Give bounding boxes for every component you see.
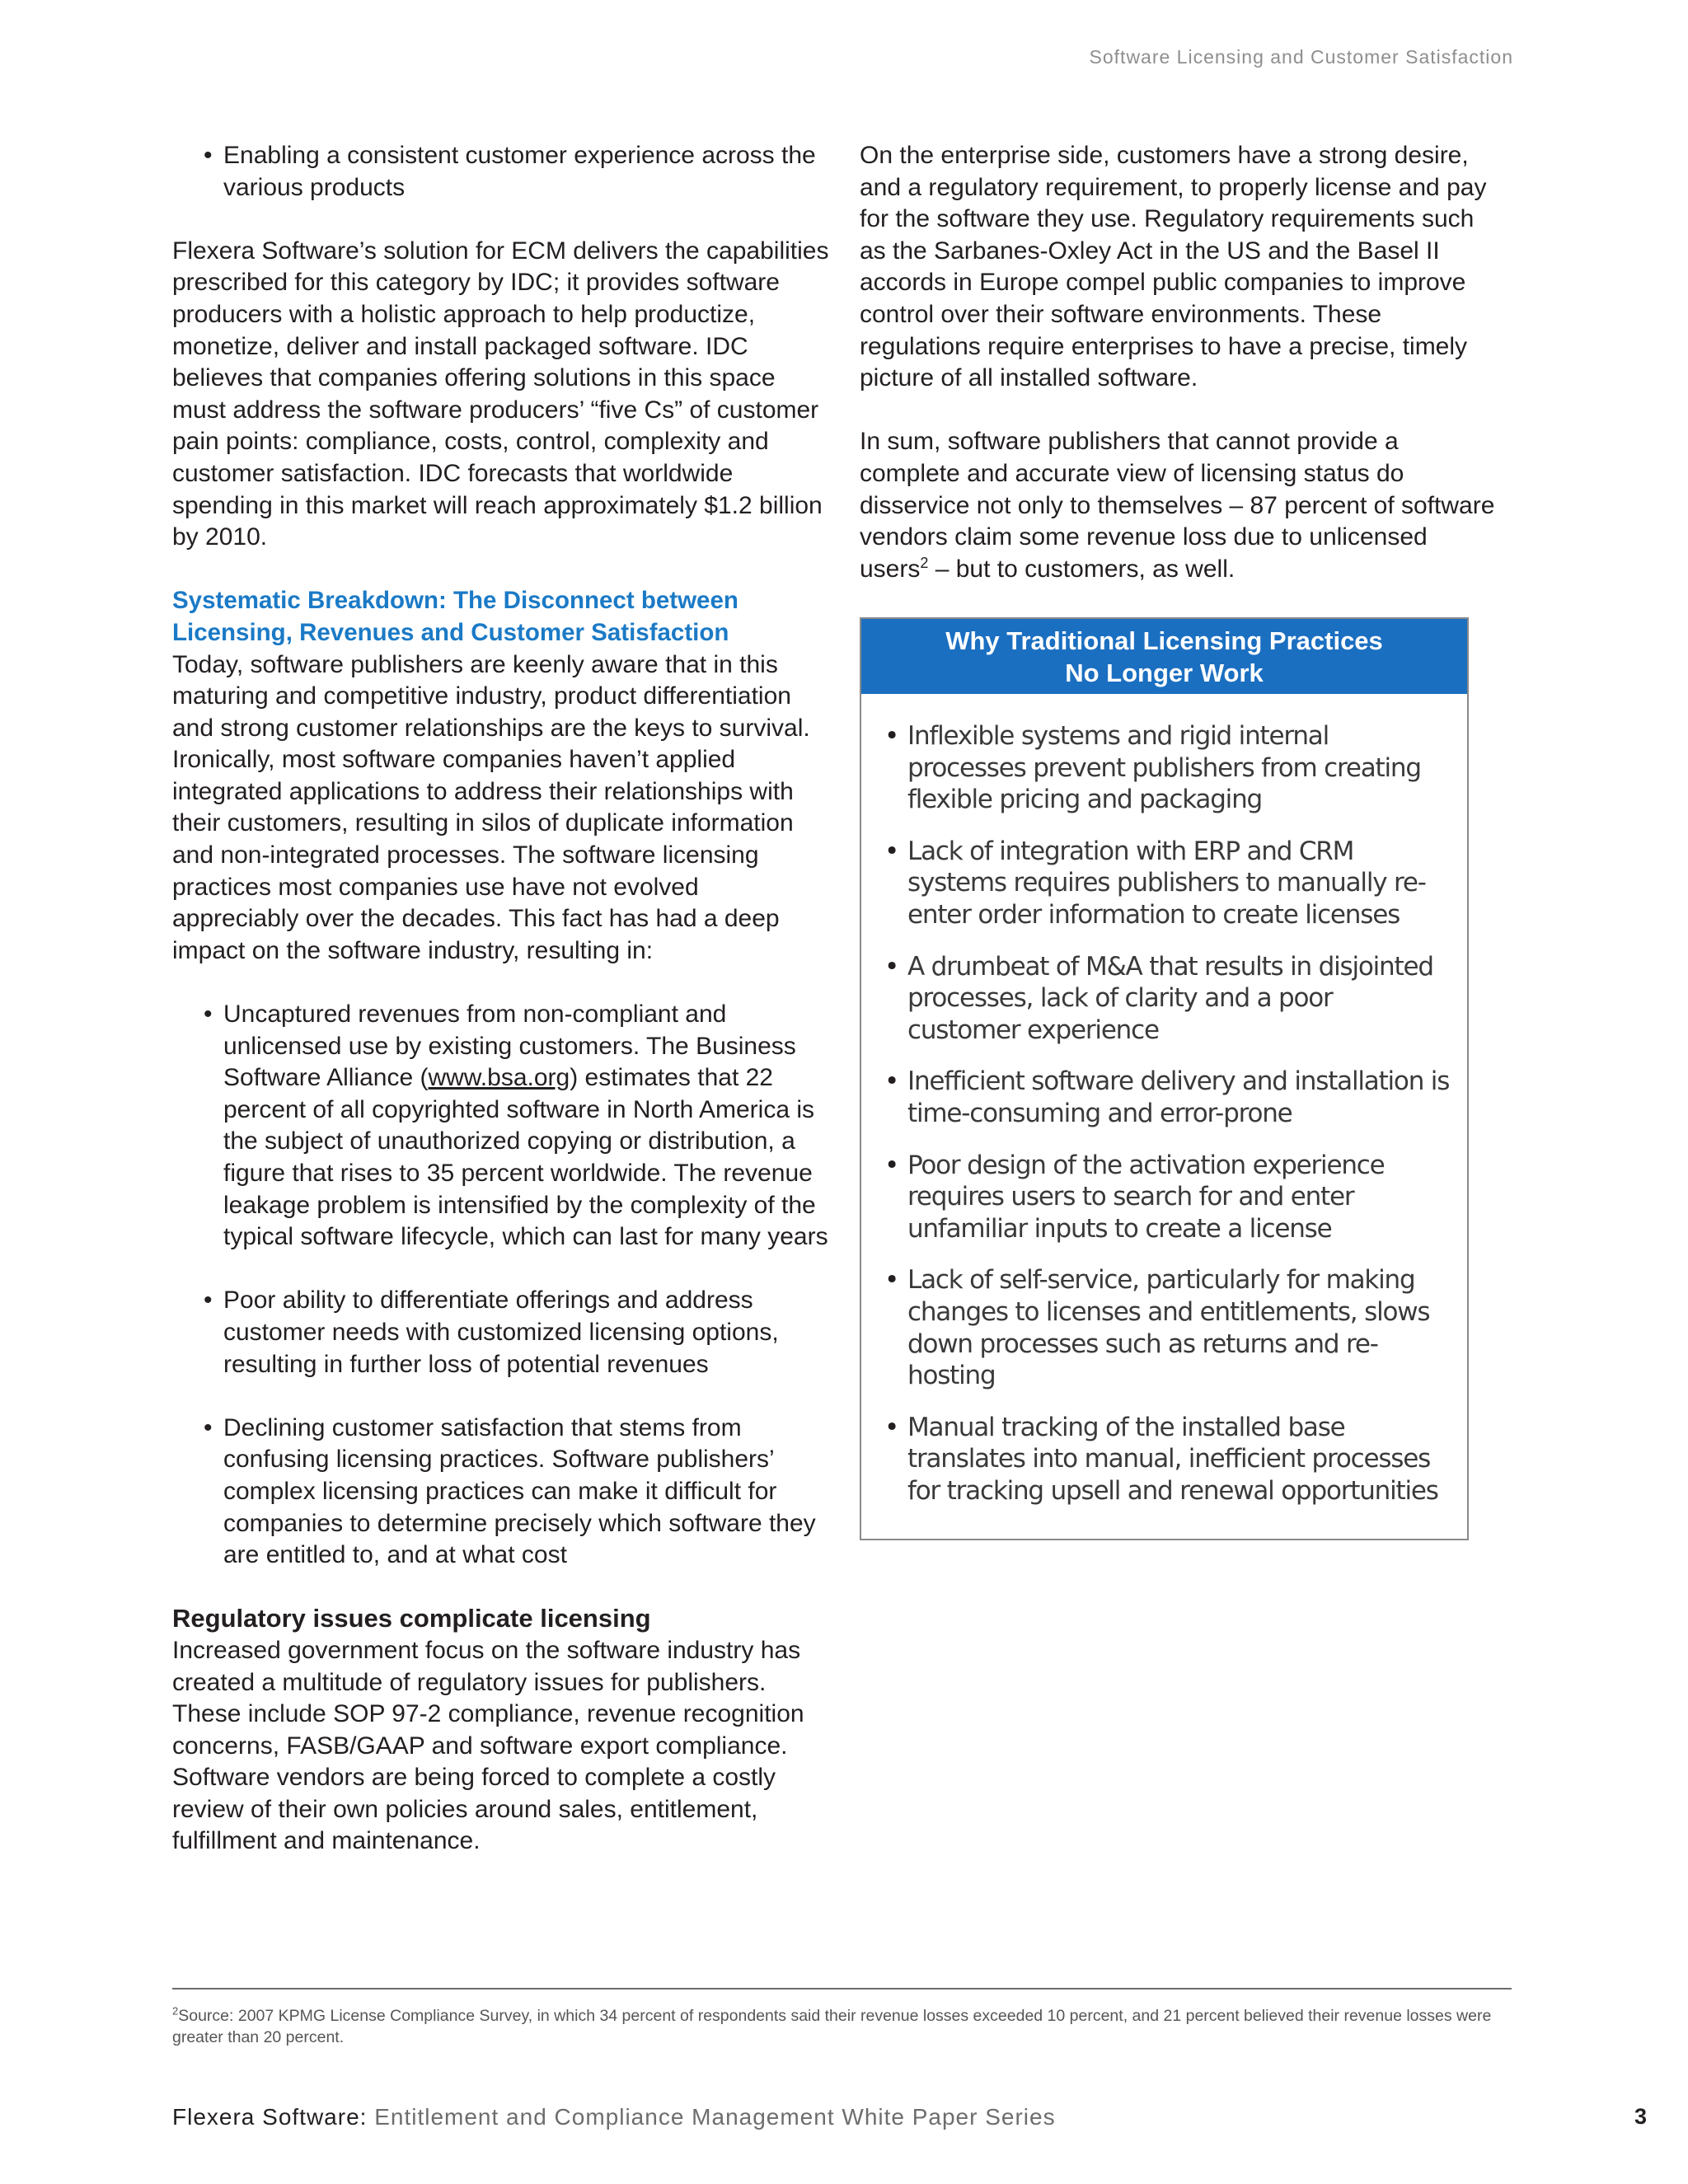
- running-header: Software Licensing and Customer Satisfaction: [1089, 46, 1513, 68]
- footnote-text: Source: 2007 KPMG License Compliance Survey, in which 34 percent of respondents said their revenue losses exceeded 10 percent, and 21 percent believed their revenue losses were greater than 20 percent.: [172, 2007, 1492, 2046]
- paragraph-ecm: Flexera Software’s solution for ECM delivers the capabilities prescribed for this category by IDC; it provides software producers with a holistic approach to help productize, monetize, deliver and install packaged software. IDC believes that companies offering solutions in this space must address the software producers’ “five Cs” of customer pain points: compliance, costs, control, complexity and customer satisfaction. IDC forecasts that worldwide spending in this market will reach approximately $1.2 billion by 2010.: [172, 237, 829, 551]
- paragraph-sum: [860, 426, 1498, 585]
- list-item: • Inefficient software delivery and installation is time-consuming and error-prone: [884, 1066, 1451, 1129]
- footnote-ref: 2: [920, 554, 929, 571]
- footnote-divider: [172, 1988, 1512, 1990]
- list-item: • A drumbeat of M&A that results in disjointed processes, lack of clarity and a poor customer experience: [884, 951, 1451, 1047]
- callout-title-line: No Longer Work: [1065, 658, 1264, 687]
- list-item: • Poor design of the activation experience requires users to search for and enter unfamiliar inputs to create a license: [884, 1150, 1451, 1245]
- callout-box: [860, 617, 1469, 1540]
- footnote-marker: 2: [172, 2004, 179, 2018]
- footnote: [172, 2005, 1512, 2048]
- list-item: • Declining customer satisfaction that stems from confusing licensing practices. Software publishers’ complex licensing practices can make it difficult for companies to determine precisely which software they are entitled to, and at what cost: [204, 1413, 832, 1572]
- list-item: • Enabling a consistent customer experience across the various products: [204, 140, 832, 204]
- paragraph-regulatory: Increased government focus on the software industry has created a multitude of regulatory issues for publishers. These include SOP 97-2 compliance, revenue recognition concerns, FASB/GAAP and software export compliance. Software vendors are being forced to complete a costly review of their own policies around sales, entitlement, fulfillment and maintenance.: [172, 1636, 804, 1855]
- impact-bullet-list: [172, 999, 832, 1572]
- list-item: • Lack of self-service, particularly for making changes to licenses and entitlements, slows down processes such as returns and re-hosting: [884, 1264, 1451, 1391]
- intro-bullet-list: [172, 140, 832, 204]
- page-footer: [172, 2104, 1056, 2130]
- footer-brand: Flexera Software:: [172, 2104, 368, 2130]
- list-item: • Lack of integration with ERP and CRM systems requires publishers to manually re-enter order information to create licenses: [884, 836, 1451, 931]
- list-item: • Manual tracking of the installed base translates into manual, inefficient processes for tracking upsell and renewal opportunities: [884, 1412, 1451, 1507]
- list-item: [204, 999, 832, 1254]
- callout-title-line: Why Traditional Licensing Practices: [945, 626, 1383, 655]
- list-item: • Inflexible systems and rigid internal processes prevent publishers from creating flexible pricing and packaging: [884, 720, 1451, 816]
- bullet-text: ) estimates that 22 percent of all copyrighted software in North America is the subject of unauthorized copying or distribution, a figure that rises to 35 percent worldwide. The revenue leakage problem is intensified by the complexity of the typical software lifecycle, which can last for many years: [223, 1064, 828, 1251]
- regulatory-heading: Regulatory issues complicate licensing: [172, 1604, 651, 1633]
- paragraph-today: Today, software publishers are keenly aware that in this maturing and competitive industry, product differentiation and strong customer relationships are the keys to survival. Ironically, most software companies haven’t applied integrated applications to address their relationships with their customers, resulting in silos of duplicate information and non-integrated processes. The software licensing practices most companies use have not evolved appreciably over the decades. This fact has had a deep impact on the software industry, resulting in:: [172, 650, 810, 964]
- callout-list: [861, 694, 1467, 1538]
- paragraph-enterprise: On the enterprise side, customers have a strong desire, and a regulatory requirement, to properly license and pay for the software they use. Regulatory requirements such as the Sarbanes-Oxley Act in the US and the Basel II accords in Europe compel public companies to improve control over their software environments. These regulations require enterprises to have a precise, timely picture of all installed software.: [860, 142, 1487, 392]
- sum-text: – but to customers, as well.: [928, 555, 1236, 583]
- left-column: [172, 140, 832, 1890]
- footer-series: Entitlement and Compliance Management White Paper Series: [374, 2104, 1056, 2130]
- list-item: • Poor ability to differentiate offerings and address customer needs with customized licensing options, resulting in further loss of potential revenues: [204, 1285, 832, 1380]
- page-number: 3: [1634, 2104, 1647, 2129]
- bullet-text: Uncaptured revenues from non-compliant and unlicensed use by existing customers. The Business Software Alliance (: [223, 1001, 796, 1092]
- bsa-link[interactable]: www.bsa.org: [428, 1064, 570, 1092]
- section-heading: Systematic Breakdown: The Disconnect between Licensing, Revenues and Customer Satisfaction: [172, 587, 738, 646]
- callout-title: [861, 619, 1467, 694]
- sum-text: In sum, software publishers that cannot provide a complete and accurate view of licensing status do disservice not only to themselves – 87 percent of software vendors claim some revenue loss due to unlicensed users: [860, 428, 1495, 583]
- right-column: [860, 140, 1498, 1540]
